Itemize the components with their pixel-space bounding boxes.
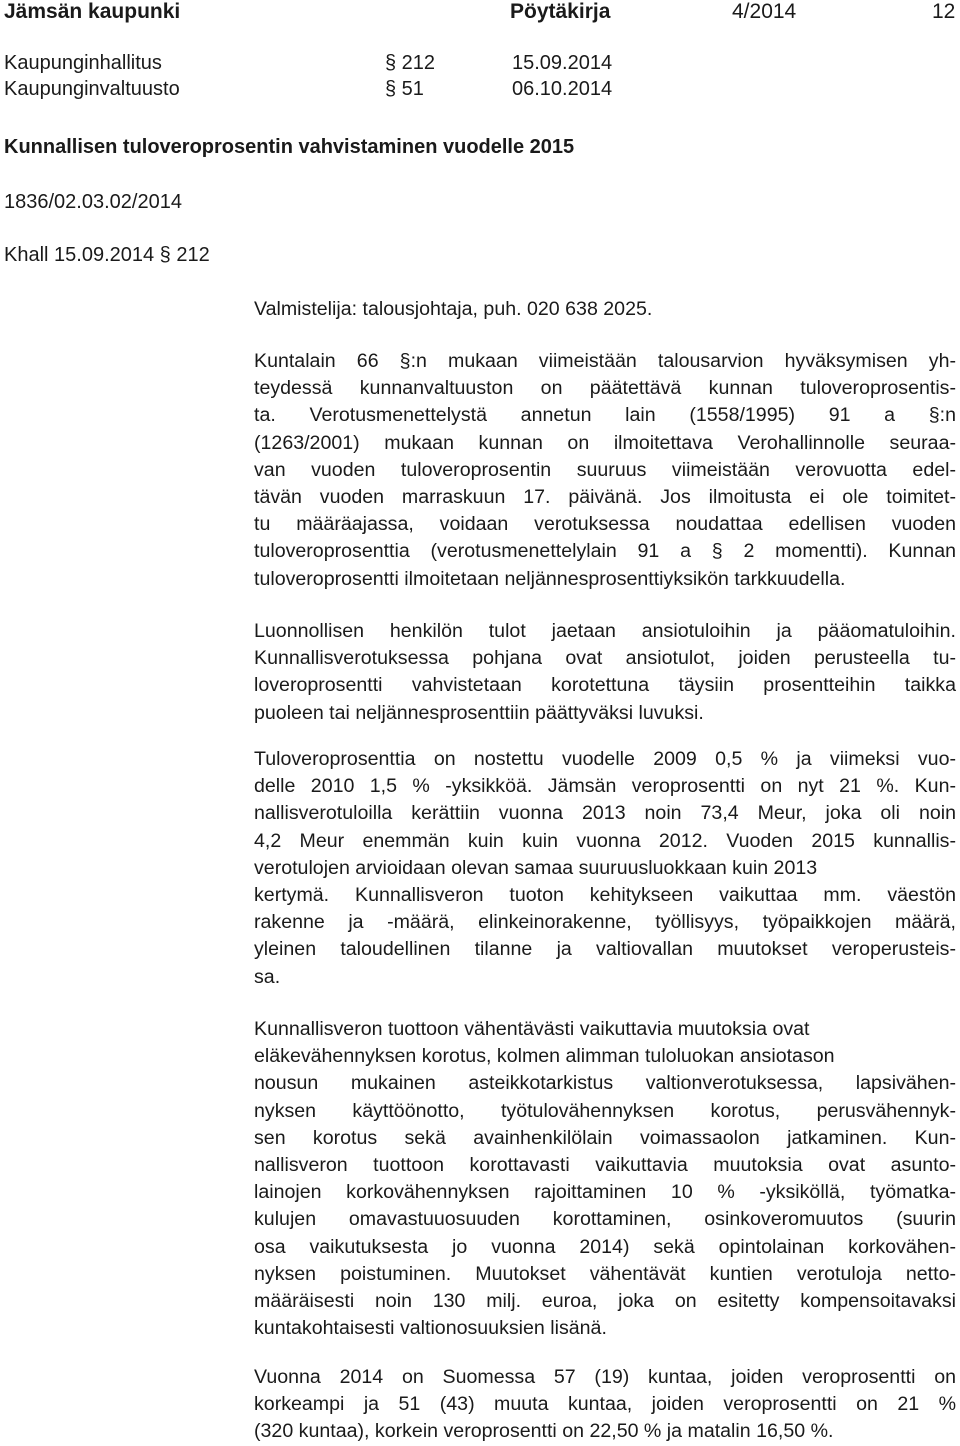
document-type: Pöytäkirja: [510, 0, 611, 23]
paragraph-line: Vuonna 2014 on Suomessa 57 (19) kuntaa, joiden veroprosentti on: [254, 1366, 956, 1388]
paragraph-line: tuloveroprosentti ilmoitetaan neljännesprosenttiyksikön tarkkuudella.: [254, 567, 846, 590]
paragraph-line: kertymä. Kunnallisveron tuoton kehitykseen vaikuttaa mm. väestön: [254, 884, 956, 907]
city-name: Jämsän kaupunki: [4, 0, 181, 23]
paragraph-line: teydessä kunnanvaltuuston on päätettävä kunnan tuloveroprosentis-: [254, 377, 956, 400]
paragraph-line: osa vaikutuksesta jo vuonna 2014) sekä opintolainan korkovähen-: [254, 1235, 956, 1258]
paragraph-3: [254, 746, 956, 991]
paragraph-line: ta. Verotusmenettelystä annetun lain (1558/1995) 91 a §:n: [254, 404, 956, 427]
paragraph-line: lainojen korkovähennyksen rajoittaminen 10 % -yksiköllä, työmatka-: [254, 1181, 956, 1204]
meeting-date-2: 06.10.2014: [512, 78, 613, 100]
paragraph-line: 4,2 Meur enemmän kuin kuin vuonna 2012. Vuoden 2015 kunnallis-: [254, 829, 956, 852]
page-number: 12: [932, 0, 956, 23]
paragraph-line: Kunnallisverotuksessa pohjana ovat ansiotulot, joiden perusteella tu-: [254, 647, 956, 670]
record-number: 1836/02.03.02/2014: [4, 191, 182, 213]
paragraph-line: Kuntalain 66 §:n mukaan viimeistään talousarvion hyväksymisen yh-: [254, 350, 956, 372]
meeting-body-1: Kaupunginhallitus: [4, 52, 162, 74]
paragraph-line: nyksen käyttöönotto, työtulovähennyksen korotus, perusvähennyk-: [254, 1099, 956, 1122]
paragraph-line: van vuoden tuloveroprosentin suuruus viimeistään verovuotta edel-: [254, 458, 956, 481]
paragraph-line: kulujen omavastuuosuuden korottaminen, osinkoveromuutos (suurin: [254, 1208, 956, 1231]
meeting-body-2: Kaupunginvaltuusto: [4, 78, 180, 100]
paragraph-line: (320 kuntaa), korkein veroprosentti on 22,50 % ja matalin 16,50 %.: [254, 1420, 834, 1443]
paragraph-line: tuloveroprosenttia (verotusmenettelylain 91 a § 2 momentti). Kunnan: [254, 540, 956, 563]
paragraph-line: sen korotus sekä avainhenkilölain voimassaolon jatkaminen. Kun-: [254, 1126, 956, 1149]
paragraph-line: (1263/2001) mukaan kunnan on ilmoitettava Verohallinnolle seuraa-: [254, 431, 956, 454]
preparer-line: Valmistelija: talousjohtaja, puh. 020 638 2025.: [254, 298, 653, 320]
paragraph-line: nallisverotuloilla kerättiin vuonna 2013 noin 73,4 Meur, joka oli noin: [254, 802, 956, 825]
meeting-section-2: § 51: [385, 78, 424, 100]
paragraph-line: Tuloveroprosenttia on nostettu vuodelle 2009 0,5 % ja viimeksi vuo-: [254, 748, 956, 770]
paragraph-line: sa.: [254, 965, 281, 988]
paragraph-5: [254, 1364, 956, 1446]
paragraph-line: eläkevähennyksen korotus, kolmen alimman tuloluokan ansiotason: [254, 1045, 835, 1068]
paragraph-1: [254, 348, 956, 593]
paragraph-line: kuntakohtaisesti valtionosuuksien lisänä.: [254, 1317, 607, 1340]
paragraph-line: delle 2010 1,5 % -yksikköä. Jämsän veroprosentti on nyt 21 %. Kun-: [254, 775, 956, 798]
meeting-section-1: § 212: [385, 52, 436, 74]
paragraph-line: nallisveron tuottoon korottavasti vaikuttavia muutoksia ovat asunto-: [254, 1154, 956, 1177]
paragraph-line: nousun mukainen asteikkotarkistus valtionverotuksessa, lapsivähen-: [254, 1072, 956, 1095]
paragraph-2: [254, 618, 956, 727]
paragraph-line: verotulojen arvioidaan olevan samaa suuruusluokkaan kuin 2013: [254, 856, 818, 879]
document-title: Kunnallisen tuloveroprosentin vahvistaminen vuodelle 2015: [4, 136, 575, 158]
paragraph-line: tävän vuoden marraskuun 17. päivänä. Jos ilmoitusta ei ole toimitet-: [254, 486, 956, 509]
paragraph-line: loveroprosentti vahvistetaan korotettuna täysiin prosentteihin taikka: [254, 674, 956, 697]
paragraph-line: korkeampi ja 51 (43) muuta kuntaa, joiden veroprosentti on 21 %: [254, 1393, 956, 1416]
khall-reference: Khall 15.09.2014 § 212: [4, 244, 210, 266]
paragraph-line: yleinen taloudellinen tilanne ja valtiovallan muutokset veroperusteis-: [254, 938, 956, 961]
document-number: 4/2014: [732, 0, 797, 23]
meeting-date-1: 15.09.2014: [512, 52, 613, 74]
paragraph-line: nyksen poistuminen. Muutokset vähentävät kuntien verotuloja netto-: [254, 1262, 956, 1285]
paragraph-line: rakenne ja -määrä, elinkeinorakenne, työllisyys, työpaikkojen määrä,: [254, 911, 956, 934]
paragraph-line: puoleen tai neljännesprosenttiin päättyväksi luvuksi.: [254, 701, 704, 724]
paragraph-line: määräisesti noin 130 milj. euroa, joka on esitetty kompensoitavaksi: [254, 1290, 956, 1313]
paragraph-line: Kunnallisveron tuottoon vähentävästi vaikuttavia muutoksia ovat: [254, 1018, 810, 1040]
paragraph-line: tu määräajassa, voidaan verotuksessa noudattaa edellisen vuoden: [254, 513, 956, 536]
paragraph-line: Luonnollisen henkilön tulot jaetaan ansiotuloihin ja pääomatuloihin.: [254, 620, 956, 642]
paragraph-4: [254, 1016, 956, 1342]
